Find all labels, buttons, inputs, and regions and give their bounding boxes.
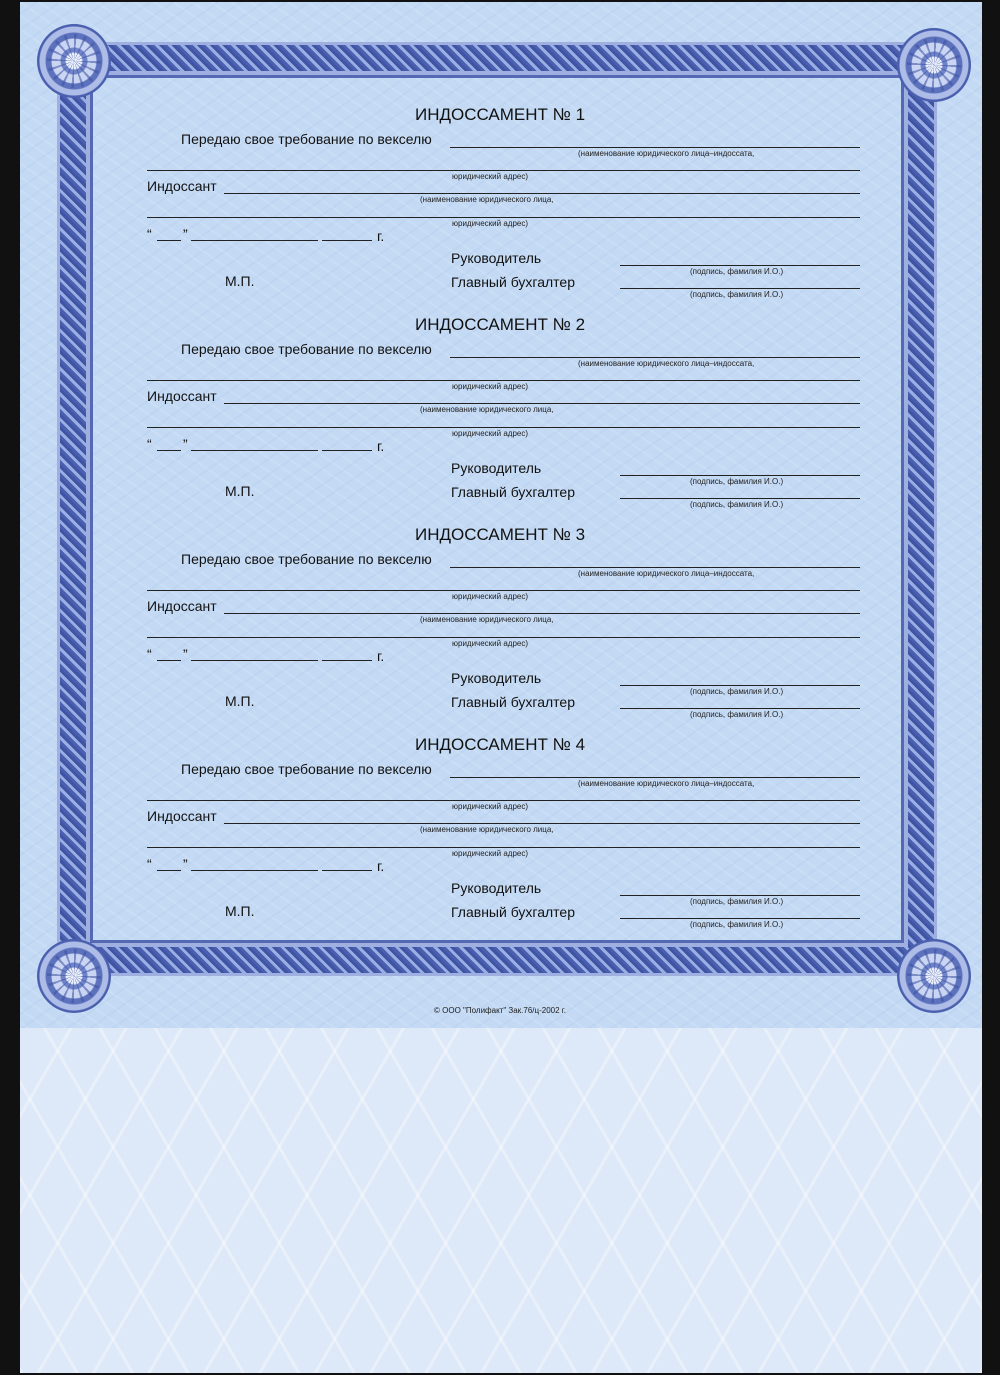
endorsee-address-field[interactable] xyxy=(147,380,860,381)
caption-signature: (подпись, фамилия И.О.) xyxy=(690,477,784,486)
caption-signature: (подпись, фамилия И.О.) xyxy=(690,290,784,299)
request-text: Передаю свое требование по векселю xyxy=(181,761,432,777)
head-label: Руководитель xyxy=(451,880,542,896)
caption-endorsee-name: (наименование юридического лица–индоссата, xyxy=(578,359,755,368)
endorser-label: Индоссант xyxy=(147,598,217,614)
accountant-label: Главный бухгалтер xyxy=(451,484,575,500)
endorser-label: Индоссант xyxy=(147,808,217,824)
endorsement-title: ИНДОССАМЕНТ № 1 xyxy=(414,105,586,124)
caption-address: юридический адрес) xyxy=(452,592,529,601)
endorser-address-field[interactable] xyxy=(147,217,860,218)
endorsee-address-field[interactable] xyxy=(147,800,860,801)
endorsee-name-field[interactable] xyxy=(450,777,860,778)
caption-address: юридический адрес) xyxy=(452,219,529,228)
endorser-name-field[interactable] xyxy=(224,823,860,824)
endorsement-block-4 xyxy=(0,735,1000,935)
caption-signature: (подпись, фамилия И.О.) xyxy=(690,267,784,276)
endorser-label: Индоссант xyxy=(147,178,217,194)
rosette-bottom-right-icon xyxy=(897,939,971,1013)
caption-entity-name: (наименование юридического лица, xyxy=(420,405,554,414)
head-label: Руководитель xyxy=(451,460,542,476)
endorsement-block-3 xyxy=(0,525,1000,725)
request-text: Передаю свое требование по векселю xyxy=(181,341,432,357)
endorser-address-field[interactable] xyxy=(147,637,860,638)
endorsee-address-field[interactable] xyxy=(147,590,860,591)
caption-address: юридический адрес) xyxy=(452,429,529,438)
caption-address: юридический адрес) xyxy=(452,802,529,811)
date-year-suffix: г. xyxy=(377,228,385,244)
date-month-field[interactable] xyxy=(191,870,318,871)
endorser-name-field[interactable] xyxy=(224,193,860,194)
caption-signature: (подпись, фамилия И.О.) xyxy=(690,920,784,929)
caption-address: юридический адрес) xyxy=(452,639,529,648)
date-month-field[interactable] xyxy=(191,450,318,451)
date-day-field[interactable] xyxy=(157,450,181,451)
lower-blank-area xyxy=(20,1028,982,1373)
head-signature-field[interactable] xyxy=(620,475,860,476)
endorsee-name-field[interactable] xyxy=(450,567,860,568)
rosette-top-right-icon xyxy=(897,28,971,102)
date-day-field[interactable] xyxy=(157,660,181,661)
caption-signature: (подпись, фамилия И.О.) xyxy=(690,687,784,696)
date-open-quote: “ xyxy=(147,436,152,452)
endorsement-title: ИНДОССАМЕНТ № 3 xyxy=(414,525,586,544)
caption-address: юридический адрес) xyxy=(452,172,529,181)
date-year-field[interactable] xyxy=(322,450,372,451)
date-month-field[interactable] xyxy=(191,240,318,241)
date-open-quote: “ xyxy=(147,646,152,662)
date-year-field[interactable] xyxy=(322,240,372,241)
accountant-label: Главный бухгалтер xyxy=(451,274,575,290)
accountant-label: Главный бухгалтер xyxy=(451,694,575,710)
printer-imprint: © ООО "Полифакт" Зак.76/ц-2002 г. xyxy=(434,1006,566,1015)
endorsement-block-1 xyxy=(0,105,1000,305)
endorsement-block-2 xyxy=(0,315,1000,515)
head-signature-field[interactable] xyxy=(620,895,860,896)
caption-endorsee-name: (наименование юридического лица–индоссата, xyxy=(578,569,755,578)
request-text: Передаю свое требование по векселю xyxy=(181,551,432,567)
accountant-signature-field[interactable] xyxy=(620,708,860,709)
date-day-field[interactable] xyxy=(157,870,181,871)
caption-entity-name: (наименование юридического лица, xyxy=(420,195,554,204)
date-year-suffix: г. xyxy=(377,648,385,664)
date-year-field[interactable] xyxy=(322,870,372,871)
date-year-field[interactable] xyxy=(322,660,372,661)
date-open-quote: “ xyxy=(147,856,152,872)
caption-signature: (подпись, фамилия И.О.) xyxy=(690,897,784,906)
caption-address: юридический адрес) xyxy=(452,382,529,391)
date-close-quote: ” xyxy=(183,226,188,242)
caption-endorsee-name: (наименование юридического лица–индоссата, xyxy=(578,149,755,158)
rosette-top-left-icon xyxy=(37,24,111,98)
date-close-quote: ” xyxy=(183,856,188,872)
request-text: Передаю свое требование по векселю xyxy=(181,131,432,147)
seal-label: М.П. xyxy=(225,693,255,709)
caption-endorsee-name: (наименование юридического лица–индоссата, xyxy=(578,779,755,788)
date-year-suffix: г. xyxy=(377,438,385,454)
caption-entity-name: (наименование юридического лица, xyxy=(420,825,554,834)
head-label: Руководитель xyxy=(451,670,542,686)
endorser-name-field[interactable] xyxy=(224,403,860,404)
date-month-field[interactable] xyxy=(191,660,318,661)
accountant-signature-field[interactable] xyxy=(620,288,860,289)
accountant-label: Главный бухгалтер xyxy=(451,904,575,920)
endorser-label: Индоссант xyxy=(147,388,217,404)
head-label: Руководитель xyxy=(451,250,542,266)
endorser-address-field[interactable] xyxy=(147,847,860,848)
seal-label: М.П. xyxy=(225,483,255,499)
caption-entity-name: (наименование юридического лица, xyxy=(420,615,554,624)
endorsee-address-field[interactable] xyxy=(147,170,860,171)
date-open-quote: “ xyxy=(147,226,152,242)
endorsement-title: ИНДОССАМЕНТ № 4 xyxy=(414,735,586,754)
caption-signature: (подпись, фамилия И.О.) xyxy=(690,500,784,509)
head-signature-field[interactable] xyxy=(620,265,860,266)
head-signature-field[interactable] xyxy=(620,685,860,686)
endorsement-title: ИНДОССАМЕНТ № 2 xyxy=(414,315,586,334)
endorsee-name-field[interactable] xyxy=(450,147,860,148)
caption-address: юридический адрес) xyxy=(452,849,529,858)
date-day-field[interactable] xyxy=(157,240,181,241)
seal-label: М.П. xyxy=(225,273,255,289)
caption-signature: (подпись, фамилия И.О.) xyxy=(690,710,784,719)
endorser-address-field[interactable] xyxy=(147,427,860,428)
accountant-signature-field[interactable] xyxy=(620,918,860,919)
seal-label: М.П. xyxy=(225,903,255,919)
rosette-bottom-left-icon xyxy=(37,939,111,1013)
accountant-signature-field[interactable] xyxy=(620,498,860,499)
date-close-quote: ” xyxy=(183,646,188,662)
date-year-suffix: г. xyxy=(377,858,385,874)
endorsee-name-field[interactable] xyxy=(450,357,860,358)
endorser-name-field[interactable] xyxy=(224,613,860,614)
date-close-quote: ” xyxy=(183,436,188,452)
